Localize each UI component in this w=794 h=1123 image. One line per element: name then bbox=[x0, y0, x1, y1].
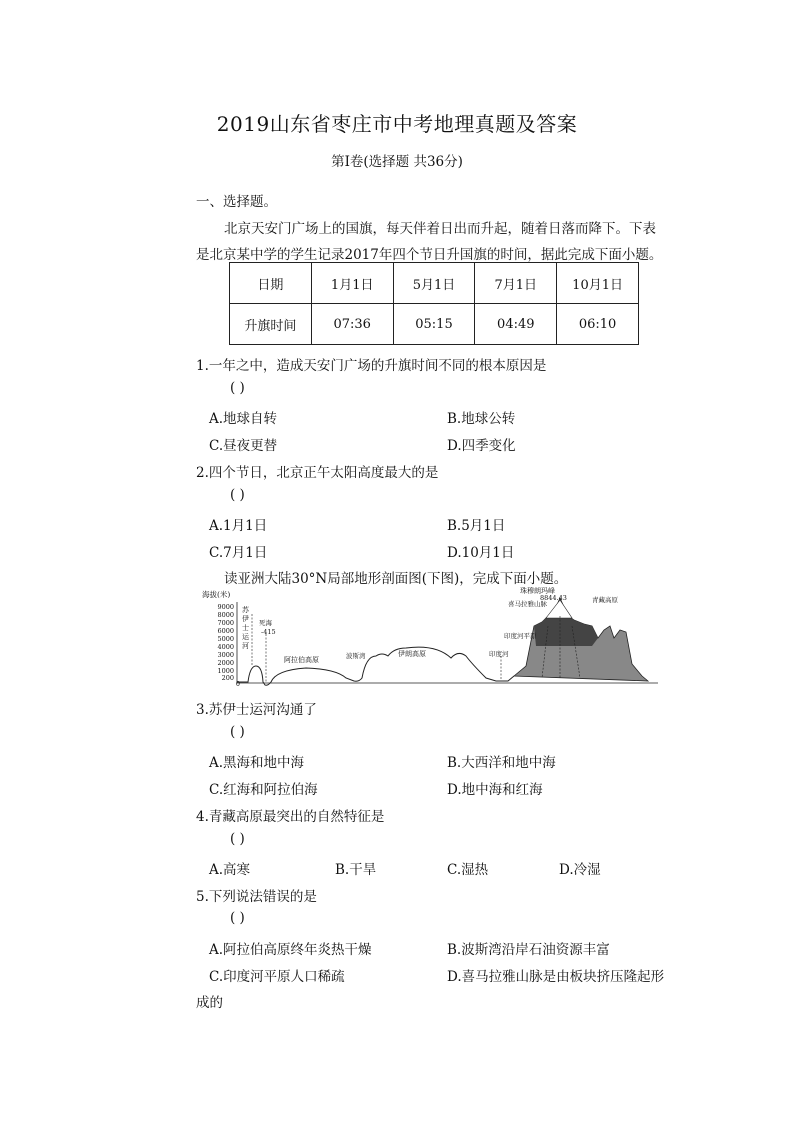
question-4-stem: 4.青藏高原最突出的自然特征是 bbox=[196, 809, 385, 825]
table-row bbox=[230, 304, 639, 345]
y-tick: 3000 bbox=[217, 651, 234, 659]
y-tick: 6000 bbox=[217, 627, 234, 635]
svg-text:苏伊士运河: 苏伊士运河 bbox=[242, 606, 249, 650]
arabian-plateau-label: 阿拉伯高原 bbox=[284, 656, 319, 664]
y-tick: 4000 bbox=[217, 643, 234, 651]
suez-canal-label bbox=[242, 605, 250, 650]
snow-cap bbox=[546, 600, 572, 618]
table-cell: 07:36 bbox=[311, 304, 393, 345]
intro-line-1: 北京天安门广场上的国旗，每天伴着日出而升起，随着日落而降下。下表 bbox=[224, 221, 656, 237]
flag-raising-table bbox=[229, 262, 639, 345]
y-tick: 2000 bbox=[217, 659, 234, 667]
answer-blank: ( ) bbox=[230, 910, 245, 926]
option-b: B.干旱 bbox=[335, 862, 377, 878]
option-d: D.冷湿 bbox=[559, 862, 601, 878]
answer-blank: ( ) bbox=[230, 724, 245, 740]
option-a: A.1月1日 bbox=[209, 518, 268, 534]
option-a: A.高寒 bbox=[209, 862, 251, 878]
tibet-plateau-label: 青藏高原 bbox=[592, 596, 618, 604]
indus-plain-label: 印度河平原 bbox=[504, 632, 537, 640]
option-d: D.地中海和红海 bbox=[447, 782, 543, 798]
terrain-profile-line bbox=[237, 647, 514, 685]
table-header-cell: 1月1日 bbox=[311, 263, 393, 304]
y-tick: 7000 bbox=[217, 619, 234, 627]
document-title: 2019山东省枣庄市中考地理真题及答案 bbox=[216, 112, 578, 136]
table-header-cell: 10月1日 bbox=[557, 263, 639, 304]
option-c: C.印度河平原人口稀疏 bbox=[209, 969, 345, 985]
intro-line-2: 是北京某中学的学生记录2017年四个节日升国旗的时间，据此完成下面小题。 bbox=[196, 247, 663, 263]
himalaya-label: 喜马拉雅山脉 bbox=[508, 600, 547, 608]
dead-sea-label: 死海 bbox=[259, 619, 272, 627]
table-cell: 升旗时间 bbox=[230, 304, 312, 345]
question-1-stem: 1.一年之中，造成天安门广场的升旗时间不同的根本原因是 bbox=[196, 358, 547, 374]
option-c: C.7月1日 bbox=[209, 545, 268, 561]
everest-elevation: 8844.43 bbox=[540, 594, 567, 602]
option-b: B.地球公转 bbox=[447, 411, 516, 427]
answer-blank: ( ) bbox=[230, 380, 245, 396]
option-d: D.喜马拉雅山脉是由板块挤压隆起形 bbox=[447, 969, 665, 985]
table-cell: 06:10 bbox=[557, 304, 639, 345]
table-header-cell: 日期 bbox=[230, 263, 312, 304]
terrain-profile-figure bbox=[196, 586, 661, 686]
y-tick: 0 bbox=[235, 680, 240, 686]
option-c: C.昼夜更替 bbox=[209, 438, 278, 454]
y-tick: 9000 bbox=[217, 603, 234, 611]
option-c: C.湿热 bbox=[447, 862, 489, 878]
option-a: A.地球自转 bbox=[209, 411, 278, 427]
table-header-cell: 7月1日 bbox=[475, 263, 557, 304]
iran-plateau-label: 伊朗高原 bbox=[398, 650, 426, 658]
persian-gulf-label: 波斯湾 bbox=[346, 652, 366, 660]
y-tick: 200 bbox=[221, 674, 234, 682]
table-header-cell: 5月1日 bbox=[393, 263, 475, 304]
y-tick: 5000 bbox=[217, 635, 234, 643]
everest-label: 珠穆朗玛峰 bbox=[520, 587, 555, 595]
option-d-continued: 成的 bbox=[196, 995, 223, 1011]
answer-blank: ( ) bbox=[230, 487, 245, 503]
question-2-stem: 2.四个节日，北京正午太阳高度最大的是 bbox=[196, 465, 439, 481]
option-b: B.5月1日 bbox=[447, 518, 506, 534]
option-c: C.红海和阿拉伯海 bbox=[209, 782, 318, 798]
table-row bbox=[230, 263, 639, 304]
option-d: D.四季变化 bbox=[447, 438, 516, 454]
option-b: B.波斯湾沿岸石油资源丰富 bbox=[447, 942, 610, 958]
answer-blank: ( ) bbox=[230, 831, 245, 847]
table-cell: 04:49 bbox=[475, 304, 557, 345]
question-5-stem: 5.下列说法错误的是 bbox=[196, 889, 317, 905]
question-3-stem: 3.苏伊士运河沟通了 bbox=[196, 702, 317, 718]
indus-river-label: 印度河 bbox=[489, 650, 509, 658]
figure-intro: 读亚洲大陆30°N局部地形剖面图(下图)，完成下面小题。 bbox=[224, 571, 568, 587]
option-a: A.阿拉伯高原终年炎热干燥 bbox=[209, 942, 372, 958]
option-a: A.黑海和地中海 bbox=[209, 755, 305, 771]
exam-part-heading: 第Ⅰ卷(选择题 共36分) bbox=[331, 154, 463, 170]
dead-sea-value: -415 bbox=[261, 628, 276, 636]
y-axis-label: 海拔(米) bbox=[202, 590, 231, 599]
y-tick: 1000 bbox=[217, 667, 234, 675]
y-tick: 8000 bbox=[217, 611, 234, 619]
option-d: D.10月1日 bbox=[447, 545, 515, 561]
section-heading: 一、选择题。 bbox=[196, 194, 277, 210]
option-b: B.大西洋和地中海 bbox=[447, 755, 556, 771]
table-cell: 05:15 bbox=[393, 304, 475, 345]
